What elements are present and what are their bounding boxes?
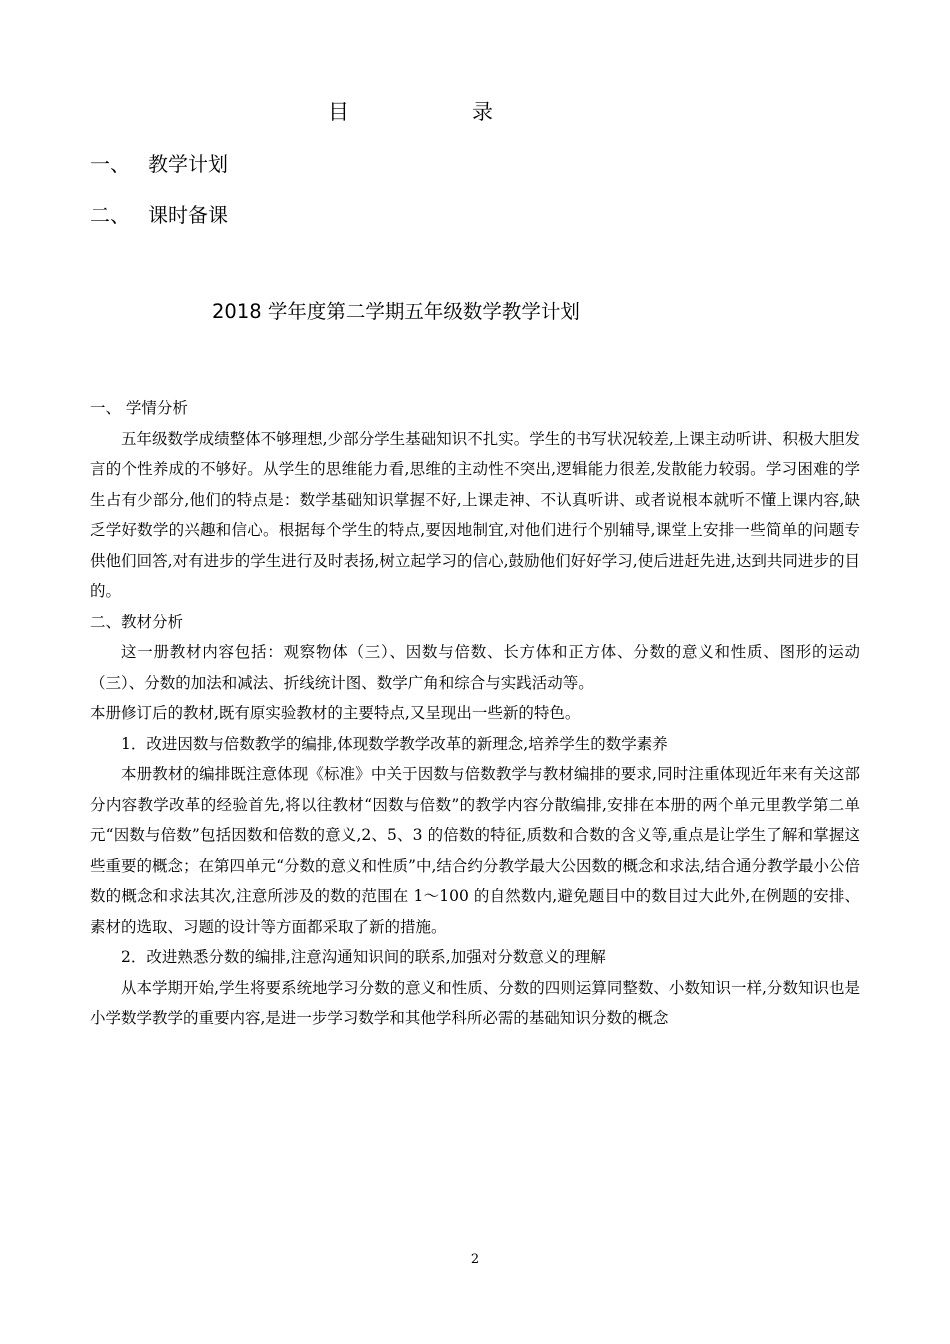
subheading-factors-multiples: 1．改进因数与倍数教学的编排,体现数学教学改革的新理念,培养学生的数学素养 — [121, 734, 668, 753]
paragraph-factors-multiples: 本册教材的编排既注意体现《标准》中关于因数与倍数教学与教材编排的要求,同时注重体现近年来有关这部分内容教学改革的经验首先,将以往教材“因数与倍数”的教学内容分散编排,安排在本册的两个单元里教学第二单元“因数与倍数”包括因数和倍数的意义,2、5、3 的倍数的特征,质数和合数的含义等,重点是让学生了解和掌握这些重要的概念；在第四单元“分数的意义和性质”中,结合约分教学最大公因数的概念和求法,结合通分教学最小公倍数的概念和求法其次,注意所涉及的数的范围在 1～100 的自然数内,避免题目中的数目过大此外,在例题的安排、素材的选取、习题的设计等方面都采取了新的措施。 — [90, 765, 860, 936]
paragraph-textbook-contents: 这一册教材内容包括：观察物体（三）、因数与倍数、长方体和正方体、分数的意义和性质、图形的运动（三）、分数的加法和减法、折线统计图、数学广角和综合与实践活动等。 — [90, 643, 860, 692]
toc-heading-char-1: 目 — [328, 100, 349, 124]
section-heading-textbook-analysis: 二、教材分析 — [90, 612, 184, 631]
subheading-fractions: 2．改进熟悉分数的编排,注意沟通知识间的联系,加强对分数意义的理解 — [121, 948, 606, 966]
plan-title: 2018 学年度第二学期五年级数学教学计划 — [212, 300, 580, 323]
toc-item-label: 课时备课 — [148, 203, 228, 227]
toc-heading-char-2: 录 — [472, 100, 493, 124]
page-number: 2 — [470, 1252, 480, 1267]
document-body — [90, 393, 860, 1034]
toc-item-number: 一、 — [90, 152, 130, 176]
toc-item-number: 二、 — [90, 203, 130, 227]
toc-heading — [0, 96, 950, 128]
toc-item-label: 教学计划 — [148, 152, 228, 176]
paragraph-student-analysis: 五年级数学成绩整体不够理想,少部分学生基础知识不扎实。学生的书写状况较差,上课主动听讲、积极大胆发言的个性养成的不够好。从学生的思维能力看,思维的主动性不突出,逻辑能力很差,发散能力较弱。学习困难的学生占有少部分,他们的特点是：数学基础知识掌握不好,上课走神、不认真听讲、或者说根本就听不懂上课内容,缺乏学好数学的兴趣和信心。根据每个学生的特点,要因地制宜,对他们进行个别辅导,课堂上安排一些简单的问题专供他们回答,对有进步的学生进行及时表扬,树立起学习的信心,鼓励他们好好学习,使后进赶先进,达到共同进步的目的。 — [90, 429, 860, 600]
paragraph-fractions: 从本学期开始,学生将要系统地学习分数的意义和性质、分数的四则运算同整数、小数知识一样,分数知识也是小学数学教学的重要内容,是进一步学习数学和其他学科所必需的基础知识分数的概念 — [90, 978, 860, 1027]
paragraph-textbook-features: 本册修订后的教材,既有原实验教材的主要特点,又呈现出一些新的特色。 — [90, 704, 581, 722]
section-heading-student-analysis: 一、 学情分析 — [90, 399, 188, 417]
